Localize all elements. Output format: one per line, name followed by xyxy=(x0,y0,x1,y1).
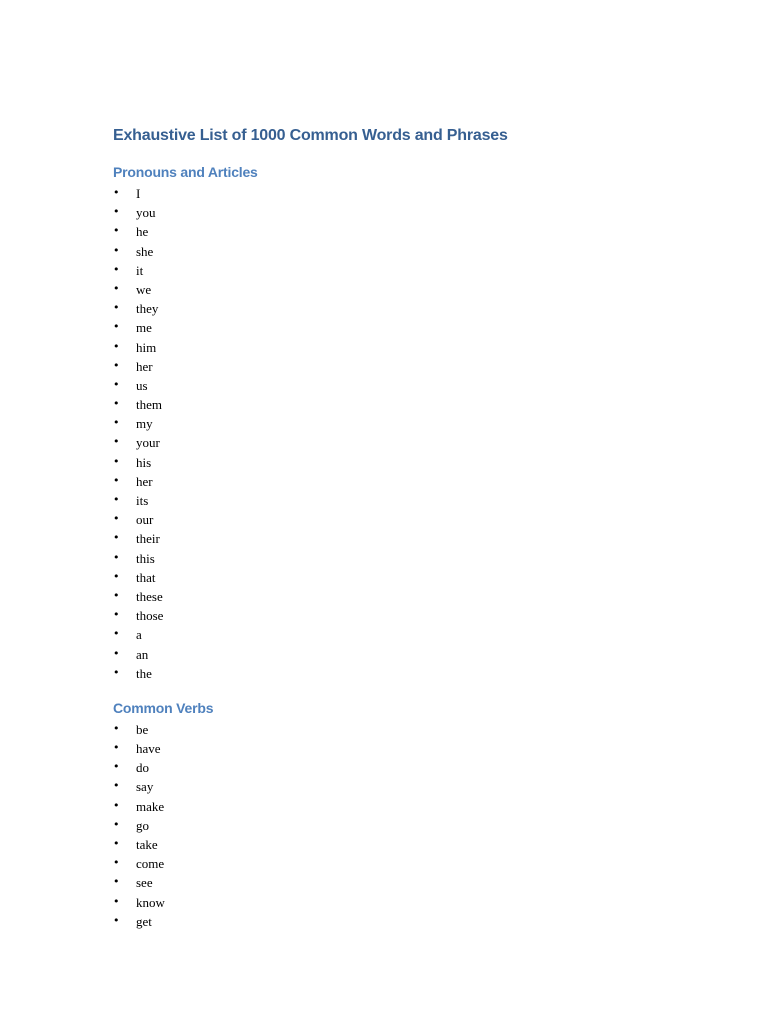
list-item-text: get xyxy=(136,913,152,929)
list-item-text: know xyxy=(136,894,165,910)
list-item xyxy=(113,395,673,414)
list-item xyxy=(113,299,673,318)
bullet-icon: • xyxy=(113,493,120,506)
list-item-text: a xyxy=(136,627,142,643)
list-item-text: me xyxy=(136,320,152,336)
list-item xyxy=(113,664,673,683)
list-item xyxy=(113,720,673,739)
bullet-icon: • xyxy=(113,646,120,660)
bullet-icon: • xyxy=(113,531,120,545)
list-item xyxy=(113,912,673,931)
list-item xyxy=(113,491,673,510)
list-item xyxy=(113,472,673,491)
list-item xyxy=(113,835,673,854)
bullet-icon: • xyxy=(113,760,120,774)
list-item xyxy=(113,777,673,796)
list-item xyxy=(113,414,673,433)
bullet-icon: • xyxy=(113,817,120,831)
list-item xyxy=(113,893,673,912)
list-item-text: she xyxy=(136,243,154,259)
pronouns-articles-list xyxy=(113,184,673,683)
bullet-icon: • xyxy=(113,281,120,295)
bullet-icon: • xyxy=(113,665,120,679)
list-item-text: the xyxy=(136,665,152,681)
list-item-text: you xyxy=(136,205,156,221)
list-item xyxy=(113,645,673,664)
bullet-icon: • xyxy=(113,894,120,908)
list-item-text: its xyxy=(136,493,149,508)
common-verbs-list xyxy=(113,720,673,931)
list-item xyxy=(113,587,673,606)
list-item xyxy=(113,739,673,758)
list-item xyxy=(113,529,673,548)
bullet-icon: • xyxy=(113,569,120,583)
list-item xyxy=(113,318,673,337)
bullet-icon: • xyxy=(113,512,120,526)
bullet-icon: • xyxy=(113,262,120,276)
list-item xyxy=(113,433,673,452)
list-item xyxy=(113,854,673,873)
bullet-icon: • xyxy=(113,377,120,391)
list-item xyxy=(113,606,673,625)
list-item-text: see xyxy=(136,875,153,891)
list-item-text: we xyxy=(136,281,152,297)
list-item-text: those xyxy=(136,608,164,624)
list-item-text: they xyxy=(136,301,159,317)
list-item xyxy=(113,568,673,587)
list-item xyxy=(113,873,673,892)
bullet-icon: • xyxy=(113,798,120,812)
list-item-text: make xyxy=(136,798,165,814)
list-item xyxy=(113,758,673,777)
list-item xyxy=(113,797,673,816)
list-item-text: your xyxy=(136,435,160,451)
list-item xyxy=(113,203,673,222)
list-item xyxy=(113,453,673,472)
list-item-text: come xyxy=(136,856,165,872)
list-item-text: say xyxy=(136,779,154,795)
section-heading-common-verbs: Common Verbs xyxy=(113,699,214,716)
bullet-icon: • xyxy=(113,454,120,468)
bullet-icon: • xyxy=(113,608,120,622)
list-item xyxy=(113,280,673,299)
list-item-text: this xyxy=(136,550,155,566)
list-item-text: them xyxy=(136,397,162,413)
list-item-text: take xyxy=(136,837,158,852)
bullet-icon: • xyxy=(113,358,120,372)
section-heading-pronouns-articles: Pronouns and Articles xyxy=(113,164,258,180)
list-item xyxy=(113,510,673,529)
list-item-text: I xyxy=(136,186,141,201)
bullet-icon: • xyxy=(113,856,120,870)
bullet-icon: • xyxy=(113,435,120,449)
bullet-icon: • xyxy=(113,741,120,755)
list-item-text: these xyxy=(136,588,163,604)
bullet-icon: • xyxy=(113,721,120,735)
document-body xyxy=(113,125,673,931)
list-item-text: her xyxy=(136,473,153,489)
list-item xyxy=(113,261,673,280)
list-item-text: an xyxy=(136,646,149,662)
bullet-icon: • xyxy=(113,779,120,793)
bullet-icon: • xyxy=(113,320,120,334)
list-item-text: her xyxy=(136,358,153,374)
list-item xyxy=(113,549,673,568)
bullet-icon: • xyxy=(113,416,120,430)
list-item-text: it xyxy=(136,262,144,278)
bullet-icon: • xyxy=(113,627,120,641)
list-item xyxy=(113,357,673,376)
list-item-text: his xyxy=(136,454,152,470)
bullet-icon: • xyxy=(113,301,120,315)
list-item xyxy=(113,816,673,835)
list-item-text: that xyxy=(136,569,156,585)
list-item xyxy=(113,184,673,203)
bullet-icon: • xyxy=(113,913,120,927)
list-item xyxy=(113,222,673,241)
list-item-text: our xyxy=(136,512,154,528)
bullet-icon: • xyxy=(113,243,120,257)
list-item-text: be xyxy=(136,721,149,737)
bullet-icon: • xyxy=(113,205,120,219)
list-item-text: he xyxy=(136,224,149,240)
list-item xyxy=(113,625,673,644)
bullet-icon: • xyxy=(113,550,120,564)
list-item-text: do xyxy=(136,760,149,776)
list-item-text: their xyxy=(136,531,160,547)
bullet-icon: • xyxy=(113,397,120,411)
list-item xyxy=(113,242,673,261)
bullet-icon: • xyxy=(113,339,120,353)
bullet-icon: • xyxy=(113,875,120,889)
list-item-text: him xyxy=(136,339,157,355)
list-item-text: have xyxy=(136,741,161,757)
list-item xyxy=(113,338,673,357)
bullet-icon: • xyxy=(113,837,120,850)
list-item-text: my xyxy=(136,416,153,432)
bullet-icon: • xyxy=(113,473,120,487)
list-item-text: go xyxy=(136,817,149,833)
document-title: Exhaustive List of 1000 Common Words and Phrases xyxy=(113,127,508,144)
bullet-icon: • xyxy=(113,186,120,199)
bullet-icon: • xyxy=(113,588,120,602)
bullet-icon: • xyxy=(113,224,120,238)
list-item-text: us xyxy=(136,377,148,393)
list-item xyxy=(113,376,673,395)
